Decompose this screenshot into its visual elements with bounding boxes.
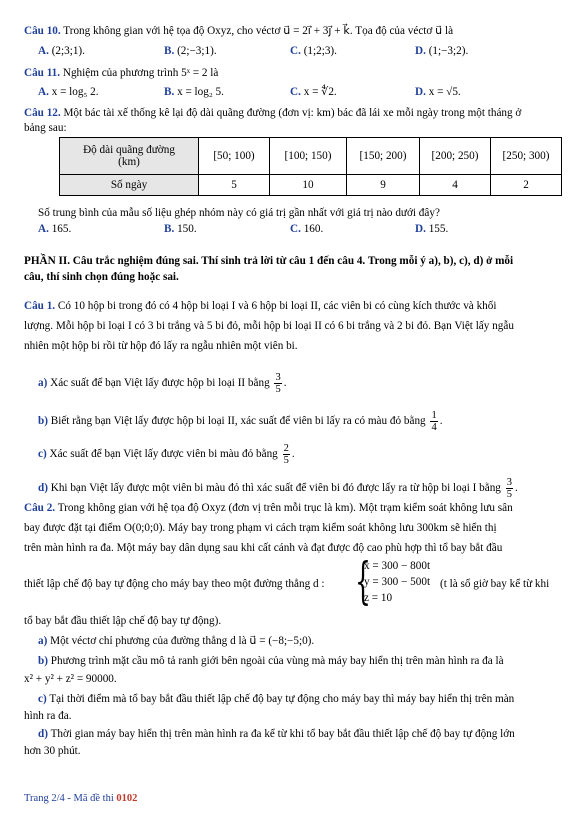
table-row-label: Số ngày [60, 175, 199, 196]
c1-item-d: d) Khi bạn Việt lấy được một viên bi màu đỏ thì xác suất để viên bi đó được lấy ra từ hộp bi loại I bằng $\frac{3}{5}$ . [38, 477, 518, 500]
q11-option-b: B. x = log₂ 5. [164, 86, 224, 98]
table-count: 5 [199, 175, 270, 196]
q10-option-a: A. (2;3;1). [38, 45, 85, 57]
c2-line-t: (t là số giờ bay kể từ khi [440, 578, 550, 590]
c2-item-c: c) Tại thời điểm mà tổ bay bắt đầu thiết lập chế độ bay tự động cho máy bay thì máy bay hiển thị trên màn [38, 693, 515, 705]
q12-text2: bảng sau: [24, 122, 67, 134]
q12-line [24, 106, 521, 120]
q12-label: Câu 12. [24, 107, 61, 119]
c2-item-d-cont: hơn 30 phút. [24, 745, 81, 757]
system-brace: { [355, 552, 371, 610]
table-count: 4 [420, 175, 491, 196]
q10-option-d: D. (1;−3;2). [415, 45, 469, 57]
q12-text1: Một bác tài xế thống kê lại độ dài quãng đường (đơn vị: km) bác đã lái xe mỗi ngày trong một tháng ở [63, 107, 522, 119]
q10-option-c: C. (1;2;3). [290, 45, 337, 57]
q12-option-c: C. 160. [290, 223, 324, 235]
c2-intro: Câu 2. Trong không gian với hệ tọa độ Oxyz (đơn vị trên mỗi trục là km). Một trạm kiểm soát không lưu sân bay được đặt tại điểm O(0;0;0). Máy bay trong phạm vi cách trạm kiểm soát không lưu 300km sẽ hiển thị trên màn hình ra đa. Một máy bay dân dụng sau khi cất cánh và đạt được độ cao phù hợp thì tổ bay bắt đầu [24, 502, 513, 554]
c2-item-a: a) Một véctơ chỉ phương của đường thẳng d là u⃗ = (−8;−5;0). [38, 635, 315, 647]
c2-item-b-cont: x² + y² + z² = 90000. [24, 673, 117, 685]
c2-item-b: b) Phương trình mặt cầu mô tả ranh giới bên ngoài của vùng mà máy bay hiển thị trên màn hình ra đa là [38, 655, 504, 667]
table-count: 9 [347, 175, 420, 196]
q10-text: Trong không gian với hệ tọa độ Oxyz, cho véctơ u⃗ = 2i⃗ + 3j⃗ + k⃗. Tọa độ của véctơ u⃗ là [63, 25, 454, 37]
q11-text: Nghiệm của phương trình 5ˣ = 2 là [62, 67, 219, 79]
q11-option-d: D. x = √5. [415, 86, 461, 98]
table-interval: [50; 100) [199, 138, 270, 175]
q11-line [24, 66, 218, 80]
table-interval: [200; 250) [420, 138, 491, 175]
q12-question: Số trung bình của mẫu số liệu ghép nhóm này có giá trị gần nhất với giá trị nào dưới đây? [38, 207, 440, 219]
q10-label: Câu 10. [24, 25, 61, 37]
c1-intro: Câu 1. Có 10 hộp bi trong đó có 4 hộp bi loại I và 6 hộp bi loại II, các viên bi có cùng kích thước và khối lượng. Mỗi hộp bi loại I có 3 bi trắng và 5 bi đỏ, mỗi hộp bi loại II có 6 bi trắng và 2 bi đỏ. Bạn Việt lấy ngẫu nhiên một hộp bi rồi từ hộp đó lấy ra ngẫu nhiên một viên bi. [24, 300, 514, 352]
table-header-cell: Độ dài quãng đường (km) [60, 138, 199, 175]
c1-item-a: a) Xác suất để bạn Việt lấy được hộp bi loại II bằng $\frac{3}{5}$ . [38, 372, 287, 395]
c2-line-5: tổ bay bắt đầu thiết lập chế độ bay tự động). [24, 615, 222, 627]
table-count: 10 [270, 175, 347, 196]
q12-option-d: D. 155. [415, 223, 449, 235]
q11-option-c: C. x = ∜2. [290, 86, 337, 98]
part2-heading-1: PHẦN II. Câu trắc nghiệm đúng sai. Thí sinh trả lời từ câu 1 đến câu 4. Trong mỗi ý a), b), c), d) ở mỗi [24, 255, 514, 267]
q10-option-b: B. (2;−3;1). [164, 45, 217, 57]
c1-item-b: b) Biết rằng bạn Việt lấy được hộp bi loại II, xác suất để viên bi lấy ra có màu đỏ bằng $\frac{1}{4}$ . [38, 410, 443, 433]
part2-heading-2: câu, thí sinh chọn đúng hoặc sai. [24, 271, 179, 283]
c1-item-c: c) Xác suất để bạn Việt lấy được viên bi màu đỏ bằng $\frac{2}{5}$ . [38, 443, 295, 466]
q12-option-b: B. 150. [164, 223, 197, 235]
table-interval: [150; 200) [347, 138, 420, 175]
q11-option-a: A. x = log₅ 2. [38, 86, 99, 98]
c2-item-d: d) Thời gian máy bay hiển thị trên màn hình ra đa kể từ khi tổ bay bắt đầu thiết lập chế độ bay tự động lớn [38, 728, 515, 740]
page-footer: Trang 2/4 - Mã đề thi 0102 [24, 793, 138, 804]
q10-line [24, 24, 453, 38]
q12-frequency-table [59, 137, 562, 196]
q12-option-a: A. 165. [38, 223, 72, 235]
table-count: 2 [491, 175, 562, 196]
q11-label: Câu 11. [24, 67, 61, 79]
c2-item-c-cont: hình ra đa. [24, 710, 72, 722]
table-interval: [100; 150) [270, 138, 347, 175]
c2-line-d: thiết lập chế độ bay tự động cho máy bay theo một đường thẳng d : [24, 578, 325, 590]
c2-line-system: x = 300 − 800t y = 300 − 500t z = 10 [364, 560, 431, 604]
table-interval: [250; 300) [491, 138, 562, 175]
